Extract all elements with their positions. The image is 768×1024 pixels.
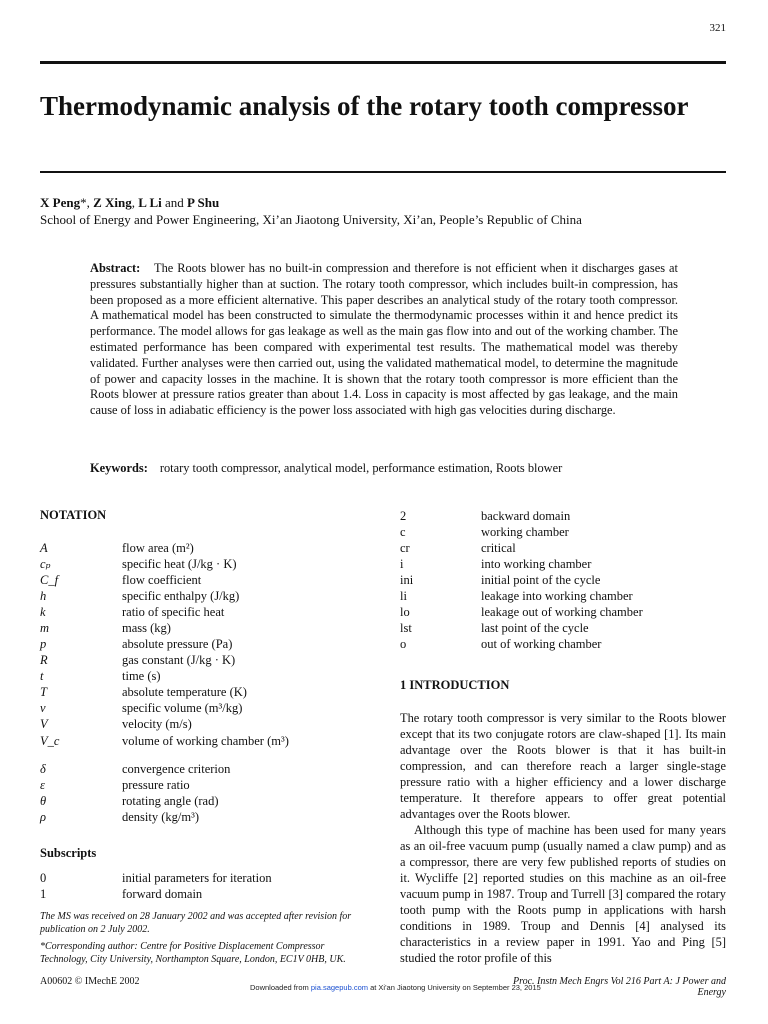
notation-row	[0, 809, 390, 825]
notation-row	[0, 684, 390, 700]
notation-definition: convergence criterion	[122, 762, 231, 776]
subscript-row	[0, 524, 740, 540]
footnote	[40, 910, 368, 966]
notation-row	[0, 652, 390, 668]
notation-definition: time (s)	[122, 669, 161, 683]
abstract-label: Abstract:	[90, 261, 141, 275]
subscript-definition: initial parameters for iteration	[122, 871, 272, 885]
notation-definition: mass (kg)	[122, 621, 171, 635]
notation-definition: flow coefficient	[122, 573, 202, 587]
subscript-row	[0, 588, 740, 604]
notation-symbol: v	[40, 701, 46, 715]
keywords	[90, 461, 678, 476]
notation-symbol: h	[40, 589, 47, 603]
download-prefix: Downloaded from	[250, 983, 311, 992]
notation-row	[0, 777, 390, 793]
title-rule	[40, 171, 726, 173]
subscript-row	[0, 886, 390, 902]
notation-row	[0, 793, 390, 809]
notation-symbol: A	[40, 541, 48, 555]
affiliation: School of Energy and Power Engineering, Xi’an Jiaotong University, Xi’an, People’s Republic of China	[40, 212, 582, 227]
download-link[interactable]: pia.sagepub.com	[310, 983, 368, 992]
subscript-row	[0, 540, 740, 556]
footer-journal: Proc. Instn Mech Engrs Vol 216 Part A: J Power and Energy	[512, 976, 726, 998]
author-name: X Peng	[40, 195, 81, 210]
subscript-row	[0, 508, 740, 524]
subscript-definition: forward domain	[122, 887, 203, 901]
subscript-row	[0, 604, 740, 620]
notation-definition: volume of working chamber (m³)	[122, 734, 289, 748]
notation-definition: absolute pressure (Pa)	[122, 637, 233, 651]
notation-row	[0, 716, 390, 732]
notation-definition: ratio of specific heat	[122, 605, 225, 619]
notation-symbol: cₚ	[40, 557, 51, 571]
notation-row	[0, 668, 390, 684]
subscript-row	[0, 870, 390, 886]
keywords-text: rotary tooth compressor, analytical model, performance estimation, Roots blower	[159, 461, 563, 475]
subscript-symbol: i	[400, 557, 404, 571]
subscript-symbol: cr	[400, 541, 410, 555]
subscript-symbol: 2	[400, 509, 407, 523]
notation-symbol: C_f	[40, 573, 59, 587]
subscripts-heading: Subscripts	[40, 846, 97, 860]
introduction-body	[400, 710, 726, 966]
notation-definition: flow area (m²)	[122, 541, 194, 555]
notation-symbol: R	[40, 653, 48, 667]
notation-definition: density (kg/m³)	[122, 810, 200, 824]
author-name: L Li	[138, 195, 162, 210]
introduction-paragraph: Although this type of machine has been used for many years as an oil-free vacuum pump (usually named a claw pump) and as a compressor, there are very few published reports of studies on it. Wycliffe [2] reported studies on this machine as an oil-free vacuum pump in 1987. Troup and Turrell [3] compared the rotary tooth pump with the Roots pump in applications with harsh conditions in 1989. Troup and Dennis [4] analysed its characteristics in a review paper in 1991. Yao and Ping [5] studied the rotor profile of this	[400, 823, 726, 965]
subscript-definition: out of working chamber	[481, 637, 602, 651]
subscript-symbol: 0	[40, 871, 47, 885]
subscript-row	[0, 572, 740, 588]
notation-symbol: t	[40, 669, 44, 683]
author-separator: *,	[80, 195, 94, 210]
author-list	[40, 195, 219, 211]
subscript-definition: leakage into working chamber	[481, 589, 633, 603]
paper-title: Thermodynamic analysis of the rotary tooth compressor	[40, 91, 689, 121]
notation-definition: absolute temperature (K)	[122, 685, 247, 699]
subscript-definition: into working chamber	[481, 557, 592, 571]
page-number: 321	[709, 22, 726, 34]
notation-definition: specific volume (m³/kg)	[122, 701, 243, 715]
notation-symbol: k	[40, 605, 46, 619]
notation-definition: gas constant (J/kg · K)	[122, 653, 236, 667]
author-separator: and	[161, 195, 188, 210]
introduction-paragraph: The rotary tooth compressor is very similar to the Roots blower except that its two conjugate rotors are claw-shaped [1]. Its main advantage over the Roots blower is that it has built-in compression, and can therefore reach a larger single-stage pressure ratio with a higher efficiency and a lower discharge temperature. It therefore appears to offer great potential advantages over the Roots blower.	[400, 711, 726, 821]
subscript-symbol: lo	[400, 605, 410, 619]
subscript-definition: last point of the cycle	[481, 621, 589, 635]
notation-symbol: V	[40, 717, 48, 731]
author-separator: ,	[131, 195, 139, 210]
notation-symbol: V_c	[40, 734, 60, 748]
top-rule	[40, 61, 726, 64]
abstract-text: The Roots blower has no built-in compression and therefore is not efficient when it discharges gases at pressures substantially higher than at suction. The rotary tooth compressor, which includes built-in compression, has been proposed as a more efficient alternative. This paper describes an analytical study of the rotary tooth compressor. A mathematical model has been constructed to simulate the thermodynamic processes within it and hence predict its performance. The model allows for gas leakage as well as the main gas flow into and out of the working chamber. The estimated performance has been compared with experimental test results. The mathematical model was thereby validated. Further analyses were then carried out, using the validated mathematical model, to determine the magnitude of power and capacity losses in the machine. It is shown that the rotary tooth compressor is more efficient than the Roots blower at pressure ratios greater than about 1.4. Loss in capacity is most affected by gas leakage, and the main cause of loss in adiabatic efficiency is the power loss associated with high gas velocities during discharge.	[90, 261, 678, 418]
subscript-definition: initial point of the cycle	[481, 573, 601, 587]
subscript-row	[0, 556, 740, 572]
notation-heading: NOTATION	[40, 508, 107, 522]
keywords-label: Keywords:	[90, 461, 148, 475]
notation-symbol: ρ	[40, 810, 46, 824]
notation-symbol: p	[40, 637, 47, 651]
subscript-symbol: lst	[400, 621, 412, 635]
notation-definition: specific heat (J/kg · K)	[122, 557, 237, 571]
received-note: The MS was received on 28 January 2002 and was accepted after revision for publication on 2 July 2002.	[40, 911, 352, 935]
subscript-row	[0, 636, 740, 652]
subscript-row	[0, 620, 740, 636]
subscript-symbol: li	[400, 589, 407, 603]
introduction-heading: 1 INTRODUCTION	[400, 678, 510, 692]
notation-definition: specific enthalpy (J/kg)	[122, 589, 240, 603]
corresponding-author-note: *Corresponding author: Centre for Positive Displacement Compressor Technology, City University, Northampton Square, London, EC1V 0HB, UK.	[40, 941, 346, 965]
notation-symbol: θ	[40, 794, 47, 808]
subscript-definition: backward domain	[481, 509, 571, 523]
subscript-symbol: 1	[40, 887, 47, 901]
footer-copyright: A00602 © IMechE 2002	[40, 976, 140, 987]
download-suffix: at Xi'an Jiaotong University on September 23, 2015	[368, 983, 541, 992]
notation-definition: pressure ratio	[122, 778, 190, 792]
author-name: P Shu	[187, 195, 220, 210]
notation-symbol: T	[40, 685, 47, 699]
subscript-symbol: c	[400, 525, 406, 539]
subscript-definition: leakage out of working chamber	[481, 605, 643, 619]
abstract	[90, 261, 678, 419]
notation-definition: rotating angle (rad)	[122, 794, 219, 808]
notation-row	[0, 761, 390, 777]
notation-row	[0, 733, 390, 749]
subscript-definition: working chamber	[481, 525, 569, 539]
subscript-definition: critical	[481, 541, 516, 555]
notation-definition: velocity (m/s)	[122, 717, 192, 731]
notation-symbol: m	[40, 621, 50, 635]
author-name: Z Xing	[93, 195, 132, 210]
subscript-symbol: o	[400, 637, 407, 651]
notation-symbol: δ	[40, 762, 46, 776]
notation-row	[0, 700, 390, 716]
subscript-symbol: ini	[400, 573, 414, 587]
notation-symbol: ε	[40, 778, 45, 792]
download-notice	[250, 983, 541, 992]
